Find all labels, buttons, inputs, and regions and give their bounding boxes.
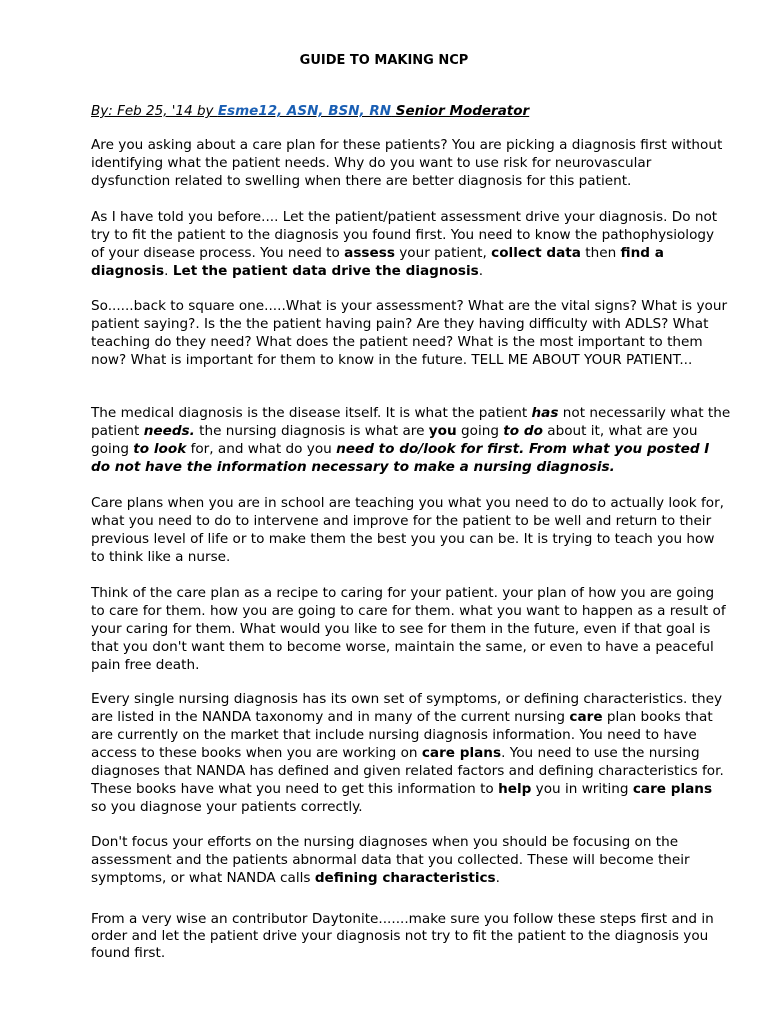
author-role: Senior Moderator [391, 103, 530, 119]
paragraph-4: The medical diagnosis is the disease itself. It is what the patient has not necessarily what the patient needs. the nursing diagnosis is what are you going to do about it, what are you going to look for, and what do you need to do/look for first. From what you posted I do not have the information necessary to make a nursing diagnosis. [91, 405, 731, 475]
paragraph-7: Every single nursing diagnosis has its own set of symptoms, or defining characteristics. they are listed in the NANDA taxonomy and in many of the current nursing care plan books that are currently on the market that include nursing diagnosis information. You need to have access to these books when you are working on care plans. You need to use the nursing diagnoses that NANDA has defined and given related factors and defining characteristics for. These books have what you need to get this information to help you in writing care plans so you diagnose your patients correctly. [91, 691, 724, 815]
paragraph-6: Think of the care plan as a recipe to caring for your patient. your plan of how you are going to care for them. how you are going to care for them. what you want to happen as a result of your caring for them. What would you like to see for them in the future, even if that goal is that you don't want them to become worse, maintain the same, or even to have a peaceful pain free death. [91, 585, 726, 673]
document-title: GUIDE TO MAKING NCP [299, 53, 469, 68]
paragraph-2: As I have told you before.... Let the patient/patient assessment drive your diagnosis. Do not try to fit the patient to the diagnosis you found first. You need to know the pathophysiology of your disease process. You need to assess your patient, collect data then find a diagnosis. Let the patient data drive the diagnosis. [91, 209, 718, 279]
paragraph-1: Are you asking about a care plan for these patients? You are picking a diagnosis first without identifying what the patient needs. Why do you want to use risk for neurovascular dysfunction related to swelling when there are better diagnosis for this patient. [91, 137, 723, 189]
paragraph-8: Don't focus your efforts on the nursing diagnoses when you should be focusing on the assessment and the patients abnormal data that you collected. These will become their symptoms, or what NANDA calls defining characteristics. [91, 834, 690, 886]
byline [91, 103, 529, 119]
paragraph-5: Care plans when you are in school are teaching you what you need to do to actually look for, what you need to do to intervene and improve for the patient to be well and return to their previous level of life or to make them the best you you can be. It is trying to teach you how to think like a nurse. [91, 495, 724, 565]
author-link[interactable]: Esme12, ASN, BSN, RN [217, 103, 392, 119]
byline-date: By: Feb 25, '14 by [91, 103, 218, 119]
paragraph-3: So......back to square one.....What is your assessment? What are the vital signs? What is your patient saying?. Is the the patient having pain? Are they having difficulty with ADLS? What teaching do they need? What does the patient need? What is the most important to them now? What is important for them to know in the future. TELL ME ABOUT YOUR PATIENT... [91, 298, 728, 368]
paragraph-9: From a very wise an contributor Daytonite.......make sure you follow these steps first and in order and let the patient drive your diagnosis not try to fit the patient to the diagnosis you found first. [91, 911, 714, 961]
